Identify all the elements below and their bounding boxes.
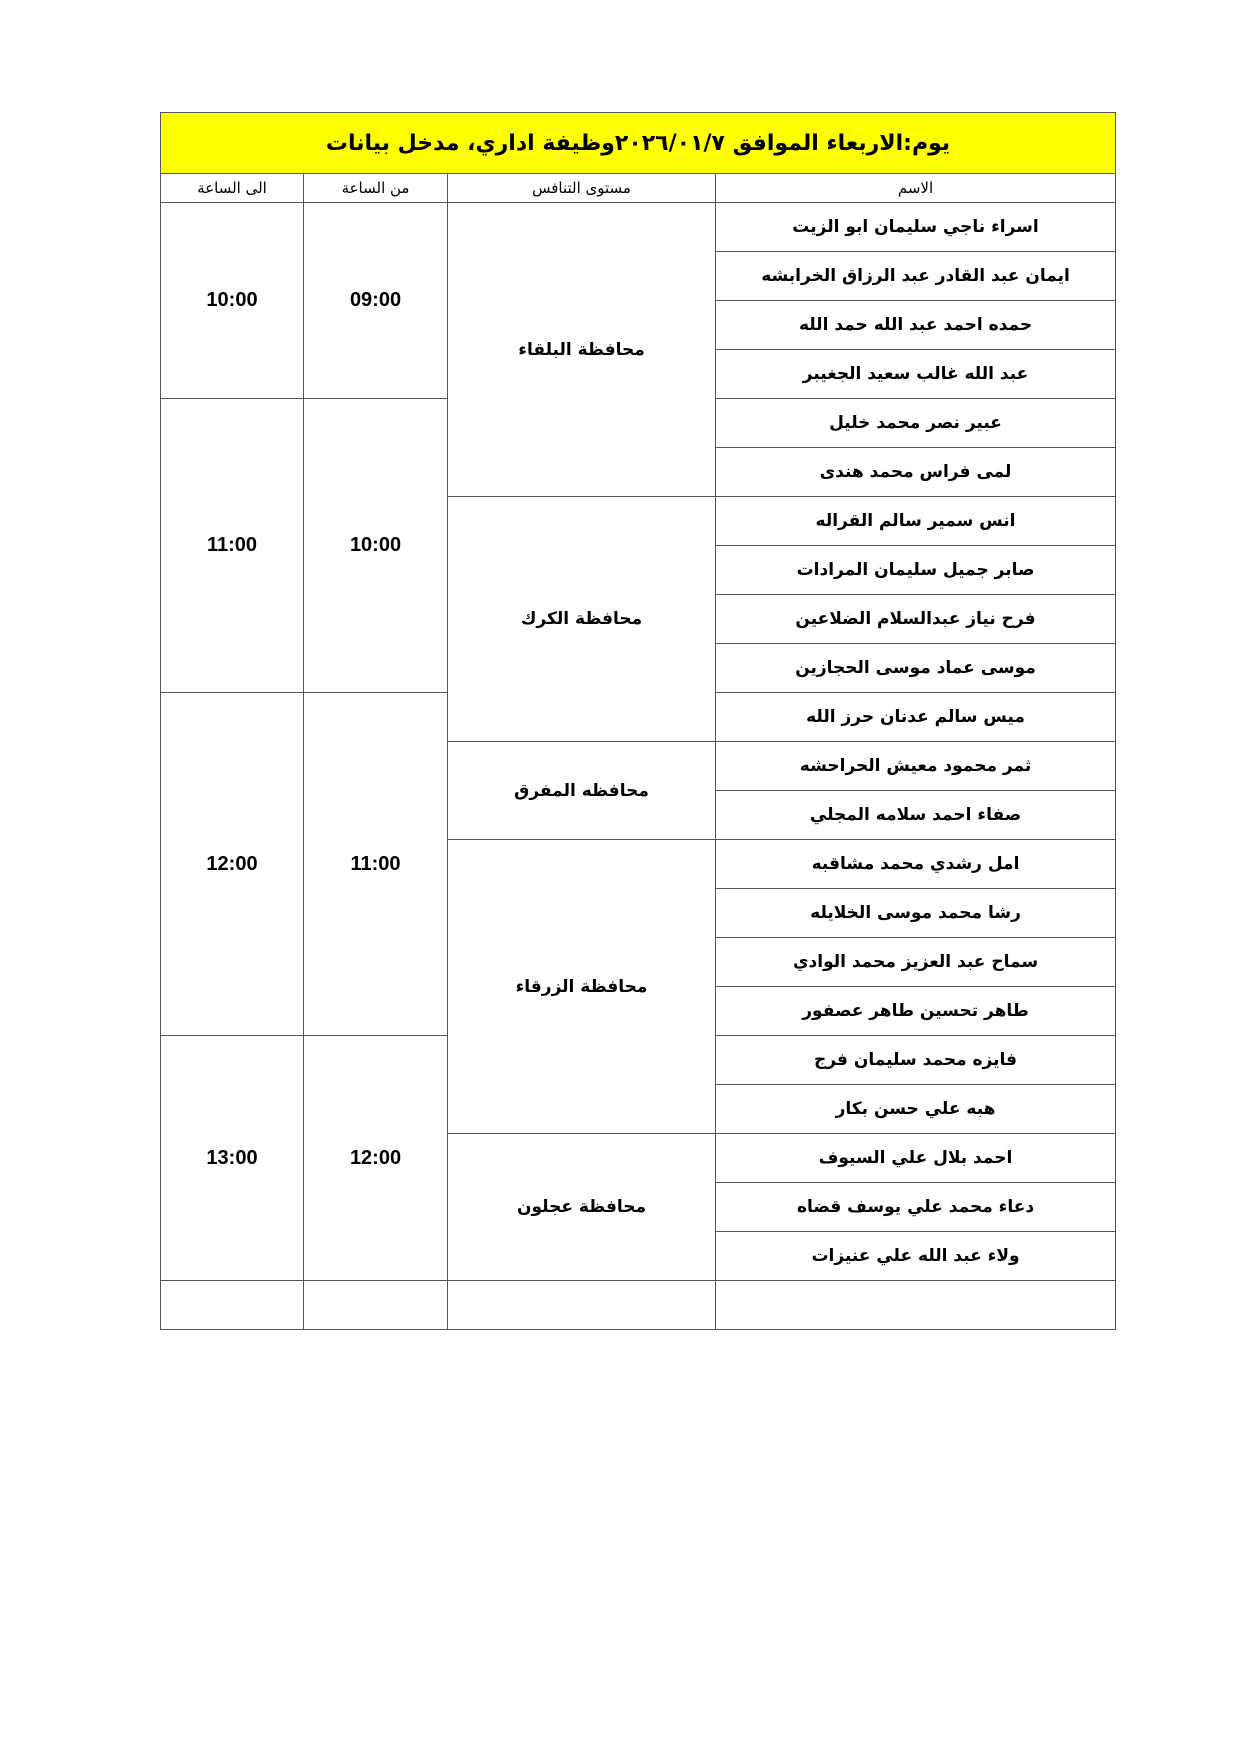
name-cell: عبير نصر محمد خليل [716,399,1116,448]
name-cell: دعاء محمد علي يوسف قضاه [716,1183,1116,1232]
schedule-table [160,112,1116,1330]
level-cell: محافظه المفرق [448,742,716,840]
empty-cell [161,1281,304,1330]
name-cell: اسراء ناجي سليمان ابو الزيت [716,203,1116,252]
name-cell: فايزه محمد سليمان فرج [716,1036,1116,1085]
name-cell: لمى فراس محمد هندى [716,448,1116,497]
empty-cell [304,1281,448,1330]
name-cell: امل رشدي محمد مشاقبه [716,840,1116,889]
to-time-cell: 13:00 [161,1036,304,1281]
name-cell: هبه علي حسن بكار [716,1085,1116,1134]
from-time-cell: 11:00 [304,693,448,1036]
name-cell: صفاء احمد سلامه المجلي [716,791,1116,840]
level-cell: محافظة الكرك [448,497,716,742]
name-cell: فرح نياز عبدالسلام الضلاعين [716,595,1116,644]
empty-cell [448,1281,716,1330]
name-cell: رشا محمد موسى الخلايله [716,889,1116,938]
name-cell: سماح عبد العزيز محمد الوادي [716,938,1116,987]
to-time-cell: 11:00 [161,399,304,693]
level-cell: محافظة عجلون [448,1134,716,1281]
header-from: من الساعة [304,174,448,203]
page-title: يوم:الاربعاء الموافق ٢٠٢٦/٠١/٧وظيفة اداري، مدخل بيانات [161,113,1116,174]
from-time-cell: 09:00 [304,203,448,399]
name-cell: احمد بلال علي السيوف [716,1134,1116,1183]
level-cell: محافظة البلقاء [448,203,716,497]
name-cell: صابر جميل سليمان المرادات [716,546,1116,595]
name-cell: ايمان عبد القادر عبد الرزاق الخرابشه [716,252,1116,301]
to-time-cell: 12:00 [161,693,304,1036]
name-cell: عبد الله غالب سعيد الجغيبر [716,350,1116,399]
name-cell: موسى عماد موسى الحجازين [716,644,1116,693]
to-time-cell: 10:00 [161,203,304,399]
schedule-sheet [160,112,1115,1330]
name-cell: ميس سالم عدنان حرز الله [716,693,1116,742]
header-to: الى الساعة [161,174,304,203]
name-cell: انس سمير سالم القراله [716,497,1116,546]
from-time-cell: 12:00 [304,1036,448,1281]
header-name: الاسم [716,174,1116,203]
from-time-cell: 10:00 [304,399,448,693]
name-cell: ثمر محمود معيش الحراحشه [716,742,1116,791]
name-cell: حمده احمد عبد الله حمد الله [716,301,1116,350]
level-cell: محافظة الزرقاء [448,840,716,1134]
name-cell: طاهر تحسين طاهر عصفور [716,987,1116,1036]
header-level: مستوى التنافس [448,174,716,203]
empty-cell [716,1281,1116,1330]
name-cell: ولاء عبد الله علي عنيزات [716,1232,1116,1281]
